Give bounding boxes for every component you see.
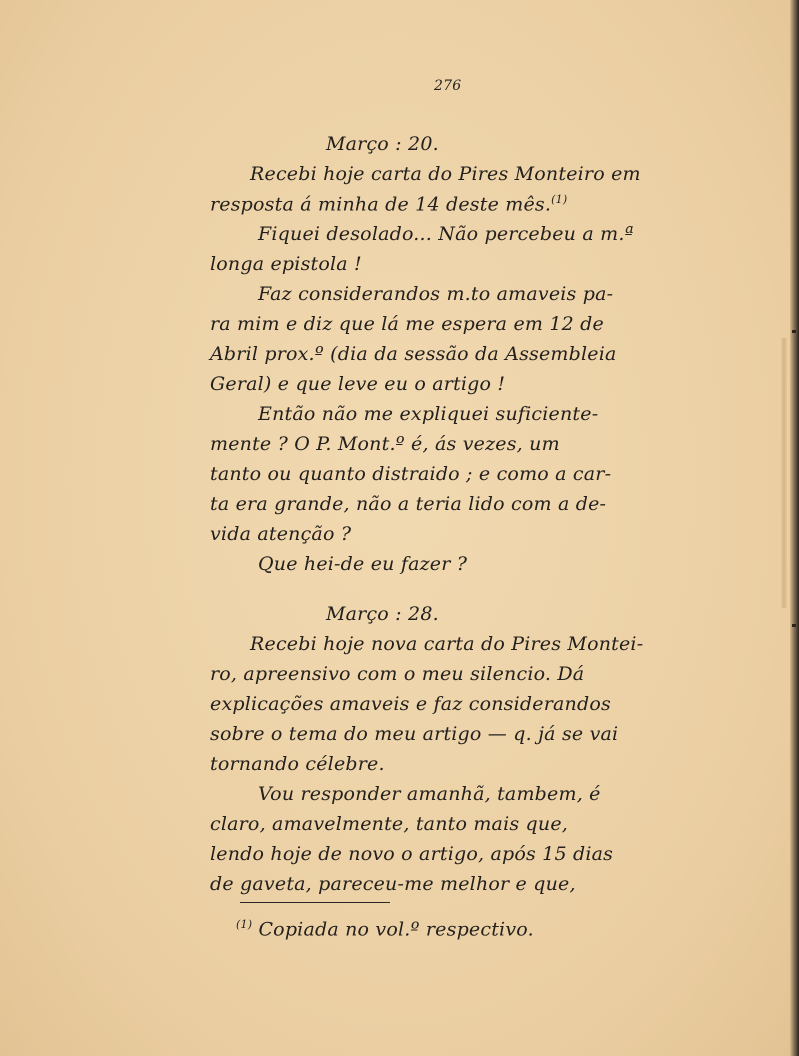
entry-line: longa epistola ! xyxy=(210,253,362,275)
footnote-divider xyxy=(240,902,390,903)
entry-line: ro, apreensivo com o meu silencio. Dá xyxy=(210,663,585,685)
edge-mark xyxy=(792,624,796,627)
entry-line: Abril prox.º (dia da sessão da Assembleia xyxy=(210,343,617,365)
entry-line: sobre o tema do meu artigo — q. já se vai xyxy=(210,723,619,745)
entry-line: vida atenção ? xyxy=(210,523,352,545)
page-edge xyxy=(790,0,799,1056)
entry-date: Março : 28. xyxy=(326,603,439,625)
footnote-marker: (1) xyxy=(236,918,253,931)
entry-line: ra mim e diz que lá me espera em 12 de xyxy=(210,313,604,335)
page-fold-shadow xyxy=(781,338,787,608)
footnote: $^{(1)}$ Copiada no vol.º respectivo. xyxy=(236,918,534,941)
entry-line: Vou responder amanhã, tambem, é xyxy=(258,783,601,805)
entry-line: resposta á minha de 14 deste mês.$^{(1)}$ xyxy=(210,193,568,216)
entry-line: tanto ou quanto distraido ; e como a car- xyxy=(210,463,612,485)
page-number: 276 xyxy=(434,78,462,94)
entry-line: explicações amaveis e faz considerandos xyxy=(210,693,611,715)
entry-line: de gaveta, pareceu-me melhor e que, xyxy=(210,873,576,895)
entry-line: mente ? O P. Mont.º é, ás vezes, um xyxy=(210,433,560,455)
entry-line: claro, amavelmente, tanto mais que, xyxy=(210,813,569,835)
edge-mark xyxy=(792,330,796,333)
entry-line: lendo hoje de novo o artigo, após 15 dias xyxy=(210,843,614,865)
entry-line: Faz considerandos m.to amaveis pa- xyxy=(258,283,614,305)
entry-line: Recebi hoje carta do Pires Monteiro em xyxy=(250,163,641,185)
entry-line: Geral) e que leve eu o artigo ! xyxy=(210,373,506,395)
entry-line: Recebi hoje nova carta do Pires Montei- xyxy=(250,633,644,655)
entry-line: Que hei-de eu fazer ? xyxy=(258,553,468,575)
entry-line: ta era grande, não a teria lido com a de- xyxy=(210,493,607,515)
entry-line: Então não me expliquei suficiente- xyxy=(258,403,599,425)
entry-line: tornando célebre. xyxy=(210,753,385,775)
footnote-ref: (1) xyxy=(551,193,568,206)
entry-date: Março : 20. xyxy=(326,133,439,155)
entry-line: Fiquei desolado... Não percebeu a m.ª xyxy=(258,223,634,245)
